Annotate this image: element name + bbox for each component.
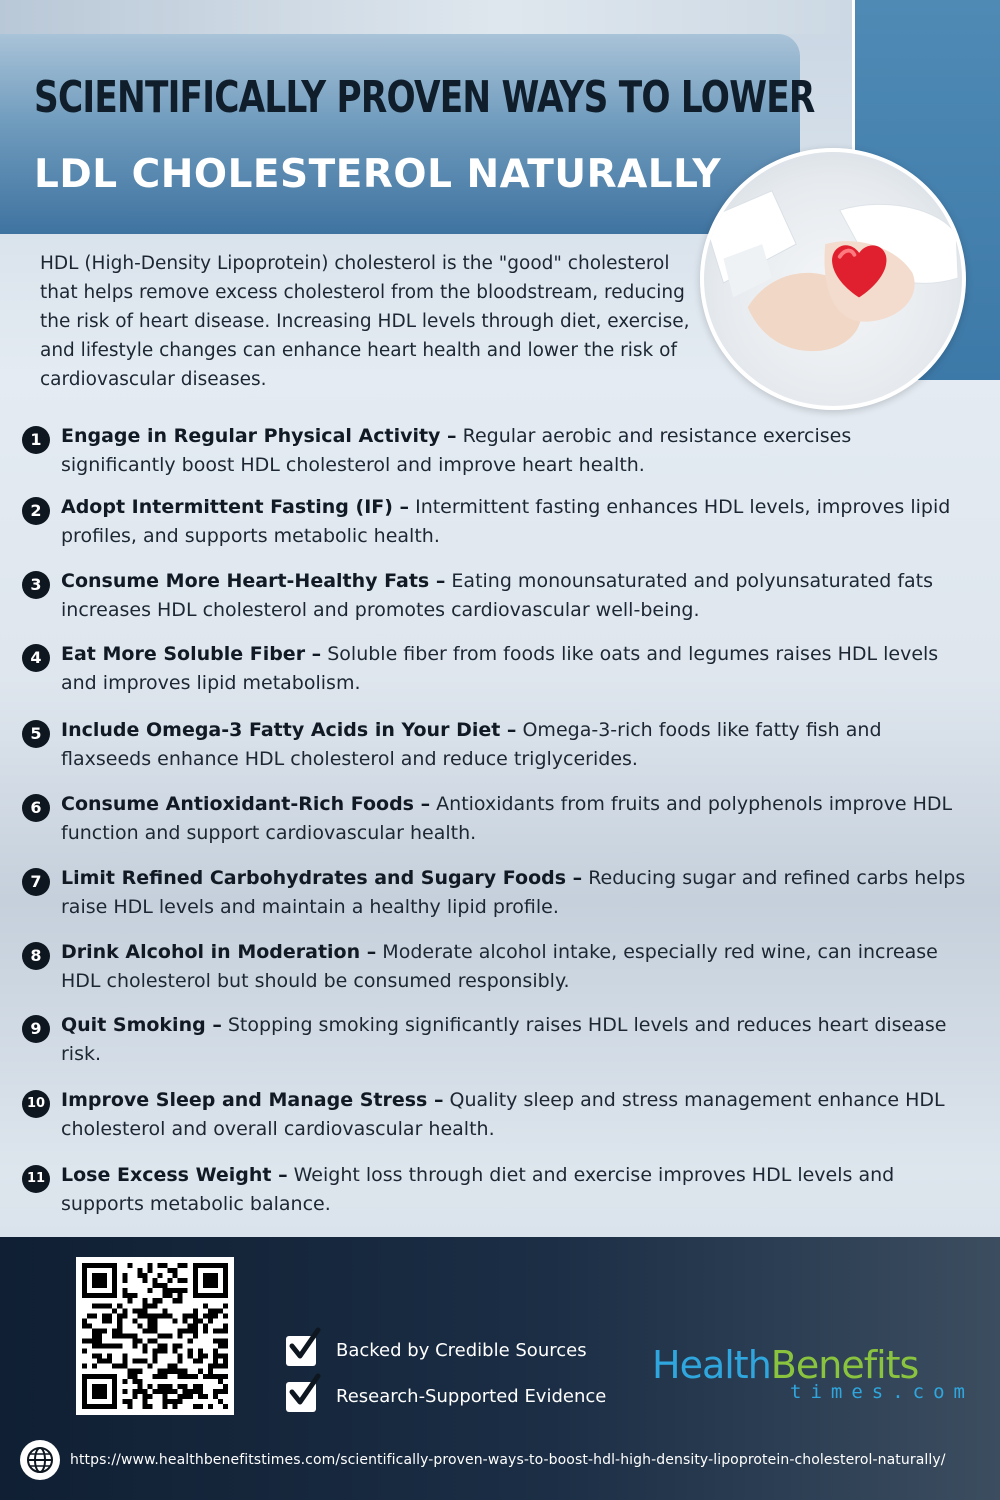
item-description: Soluble fiber from foods like oats and legumes raises HDL levels and improves lipid metabolism. xyxy=(61,643,939,694)
number-badge: 11 xyxy=(22,1165,50,1193)
source-url-row xyxy=(20,1440,946,1480)
item-title: Include Omega-3 Fatty Acids in Your Diet – xyxy=(61,719,517,741)
intro-paragraph: HDL (High-Density Lipoprotein) cholesterol is the "good" cholesterol that helps remove excess cholesterol from the bloodstream, reducing the risk of heart disease. Increasing HDL levels through diet, exercise, and lifestyle changes can enhance heart health and lower the risk of cardiovascular diseases. xyxy=(40,253,690,390)
item-title: Improve Sleep and Manage Stress – xyxy=(61,1089,444,1111)
health-benefits-times-logo[interactable]: HealthBenefits times.com xyxy=(652,1343,974,1403)
heart-in-hands-photo xyxy=(700,148,966,410)
item-description: Quality sleep and stress management enhance HDL cholesterol and overall cardiovascular health. xyxy=(61,1089,945,1140)
item-description: Antioxidants from fruits and polyphenols improve HDL function and support cardiovascular health. xyxy=(61,793,953,844)
check-item-evidence xyxy=(286,1382,606,1412)
number-badge: 4 xyxy=(22,644,50,672)
item-title: Adopt Intermittent Fasting (IF) – xyxy=(61,496,410,518)
title-banner xyxy=(0,34,815,234)
item-description: Stopping smoking significantly raises HDL levels and reduces heart disease risk. xyxy=(61,1014,947,1065)
item-description: Intermittent fasting enhances HDL levels, improves lipid profiles, and supports metabolic health. xyxy=(61,496,951,547)
item-description: Weight loss through diet and exercise improves HDL levels and supports metabolic balance. xyxy=(61,1164,895,1215)
item-title: Consume More Heart-Healthy Fats – xyxy=(61,570,446,592)
checkmark-icon xyxy=(286,1382,316,1412)
number-badge: 7 xyxy=(22,868,50,896)
item-title: Drink Alcohol in Moderation – xyxy=(61,941,377,963)
number-badge: 2 xyxy=(22,497,50,525)
number-badge: 10 xyxy=(22,1090,50,1118)
item-title: Quit Smoking – xyxy=(61,1014,222,1036)
check-label: Research-Supported Evidence xyxy=(336,1386,607,1407)
number-badge: 6 xyxy=(22,794,50,822)
item-description: Reducing sugar and refined carbs helps raise HDL levels and maintain a healthy lipid profile. xyxy=(61,867,966,918)
title-line-2: LDL CHOLESTEROL NATURALLY xyxy=(34,152,722,197)
qr-code-icon xyxy=(82,1263,228,1409)
heart-hands-icon xyxy=(704,152,962,406)
checkmark-icon xyxy=(286,1336,316,1366)
number-badge: 5 xyxy=(22,720,50,748)
title-line-1: SCIENTIFICALLY PROVEN WAYS TO LOWER xyxy=(34,72,815,123)
number-badge: 9 xyxy=(22,1015,50,1043)
item-description: Moderate alcohol intake, especially red wine, can increase HDL cholesterol but should be consumed responsibly. xyxy=(61,941,938,992)
item-title: Limit Refined Carbohydrates and Sugary Foods – xyxy=(61,867,583,889)
qr-code[interactable] xyxy=(76,1257,234,1415)
item-title: Eat More Soluble Fiber – xyxy=(61,643,322,665)
item-description: Eating monounsaturated and polyunsaturated fats increases HDL cholesterol and promotes cardiovascular well-being. xyxy=(61,570,934,621)
number-badge: 3 xyxy=(22,571,50,599)
check-label: Backed by Credible Sources xyxy=(336,1340,587,1361)
item-title: Consume Antioxidant-Rich Foods – xyxy=(61,793,431,815)
item-title: Engage in Regular Physical Activity – xyxy=(61,425,457,447)
number-badge: 1 xyxy=(22,426,50,454)
top-strip xyxy=(0,0,1000,34)
source-url-link[interactable]: https://www.healthbenefitstimes.com/scientifically-proven-ways-to-boost-hdl-high-density-lipoprotein-cholesterol-naturally/ xyxy=(70,1452,946,1468)
item-description: Regular aerobic and resistance exercises significantly boost HDL cholesterol and improve heart health. xyxy=(61,425,852,476)
item-title: Lose Excess Weight – xyxy=(61,1164,288,1186)
item-description: Omega-3-rich foods like fatty fish and flaxseeds enhance HDL cholesterol and reduce triglycerides. xyxy=(61,719,882,770)
check-item-sources xyxy=(286,1336,587,1366)
number-badge: 8 xyxy=(22,942,50,970)
globe-icon xyxy=(20,1440,60,1480)
